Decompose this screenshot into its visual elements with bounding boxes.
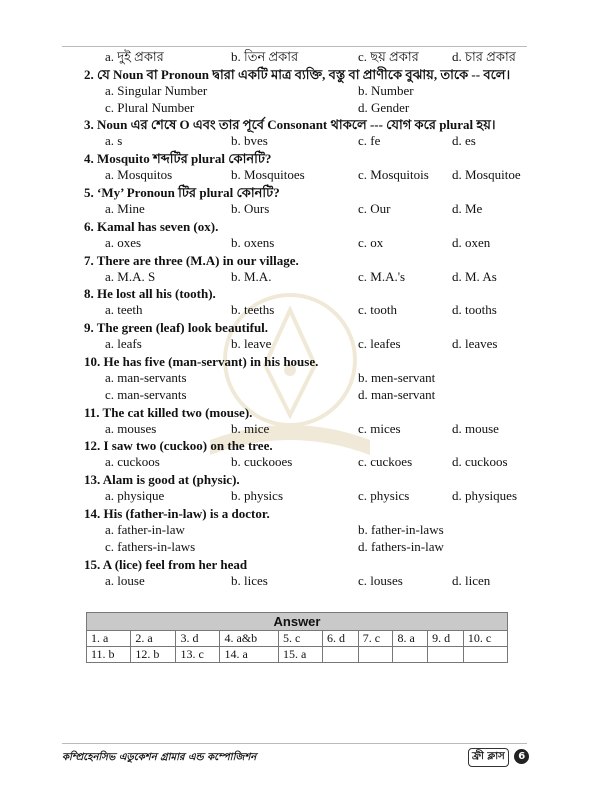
option-d: d. Mosquitoe xyxy=(452,167,521,183)
q13-options xyxy=(84,488,554,505)
q14-options-row2 xyxy=(84,539,554,556)
answer-cell xyxy=(463,647,507,663)
answer-cell: 6. d xyxy=(323,631,359,647)
answer-row-2 xyxy=(87,647,508,663)
option-b: b. physics xyxy=(231,488,283,504)
bottom-rule xyxy=(62,743,527,744)
option-c: c. Our xyxy=(358,200,391,216)
option-a: a. man-servants xyxy=(105,369,187,385)
answer-cell: 2. a xyxy=(131,631,176,647)
answer-cell: 4. a&b xyxy=(220,631,279,647)
answer-cell: 9. d xyxy=(428,631,464,647)
answer-table xyxy=(86,612,508,663)
q1-options xyxy=(84,49,554,66)
option-a: a. M.A. S xyxy=(105,268,156,284)
answer-cell: 5. c xyxy=(279,631,323,647)
option-b: b. lices xyxy=(231,572,268,588)
q11-options xyxy=(84,421,554,438)
option-a: a. Mosquitos xyxy=(105,167,173,183)
option-b: b. mice xyxy=(231,420,270,436)
question-15: 15. A (lice) feel from her head xyxy=(84,556,248,572)
question-11: 11. The cat killed two (mouse). xyxy=(84,404,253,420)
option-a: a. s xyxy=(105,133,123,149)
q6-options xyxy=(84,235,554,252)
option-b: b. Ours xyxy=(231,200,270,216)
option-a: a. father-in-law xyxy=(105,521,185,537)
question-14: 14. His (father-in-law) is a doctor. xyxy=(84,505,270,521)
option-b: b. bves xyxy=(231,133,268,149)
option-b: b. father-in-laws xyxy=(358,521,444,537)
answer-cell: 7. c xyxy=(358,631,393,647)
option-c: c. ছয় প্রকার xyxy=(358,49,419,64)
question-3: 3. Noun এর শেষে O এবং তার পূর্বে Consonant থাকলে --- যোগ করে plural হয়। xyxy=(84,117,496,133)
option-a: a. Singular Number xyxy=(105,82,208,98)
question-7: 7. There are three (M.A) in our village. xyxy=(84,252,299,268)
top-rule xyxy=(62,46,527,47)
option-c: c. louses xyxy=(358,572,403,588)
option-d: d. oxen xyxy=(452,234,491,250)
answer-cell: 11. b xyxy=(87,647,131,663)
option-d: d. চার প্রকার xyxy=(452,49,516,64)
answer-cell: 1. a xyxy=(87,631,131,647)
option-d: d. cuckoos xyxy=(452,454,508,470)
footer-class-tag: ফ্রী ক্লাস xyxy=(468,748,509,767)
answer-cell xyxy=(428,647,464,663)
question-8: 8. He lost all his (tooth). xyxy=(84,286,216,302)
answer-cell: 10. c xyxy=(463,631,507,647)
question-5: 5. ‘My’ Pronoun টির plural কোনটি? xyxy=(84,184,280,200)
q14-options-row1 xyxy=(84,522,554,539)
option-a: a. leafs xyxy=(105,336,142,352)
option-a: a. physique xyxy=(105,488,165,504)
footer-page-label xyxy=(468,748,529,767)
option-b: b. teeths xyxy=(231,302,275,318)
option-b: b. Mosquitoes xyxy=(231,167,305,183)
option-b: b. leave xyxy=(231,336,272,352)
option-c: c. physics xyxy=(358,488,410,504)
option-b: b. তিন প্রকার xyxy=(231,49,299,64)
option-c: c. man-servants xyxy=(105,386,187,402)
option-b: b. cuckooes xyxy=(231,454,293,470)
option-c: c. mices xyxy=(358,420,401,436)
option-c: c. tooth xyxy=(358,302,397,318)
option-d: d. es xyxy=(452,133,476,149)
q12-options xyxy=(84,454,554,471)
option-d: d. Me xyxy=(452,200,483,216)
q10-options-row1 xyxy=(84,370,554,387)
q5-options xyxy=(84,201,554,218)
option-d: d. licen xyxy=(452,572,491,588)
option-c: c. leafes xyxy=(358,336,401,352)
option-d: d. M. As xyxy=(452,268,497,284)
option-c: c. ox xyxy=(358,234,384,250)
answer-cell: 3. d xyxy=(176,631,220,647)
answer-heading: Answer xyxy=(87,613,508,631)
option-d: d. mouse xyxy=(452,420,499,436)
q2-options-row1 xyxy=(84,83,554,100)
option-a: a. mouses xyxy=(105,420,157,436)
q3-options xyxy=(84,133,554,150)
option-b: b. M.A. xyxy=(231,268,272,284)
q2-options-row2 xyxy=(84,100,554,117)
option-c: c. Plural Number xyxy=(105,99,195,115)
option-d: d. man-servant xyxy=(358,386,436,402)
option-c: c. fe xyxy=(358,133,381,149)
answer-cell xyxy=(358,647,393,663)
q9-options xyxy=(84,336,554,353)
q8-options xyxy=(84,302,554,319)
option-a: a. louse xyxy=(105,572,145,588)
option-b: b. men-servant xyxy=(358,369,436,385)
question-2: 2. যে Noun বা Pronoun দ্বারা একটি মাত্র ব্যক্তি, বস্তু বা প্রাণীকে বুঝায়, তাকে -- বলে। xyxy=(84,66,511,82)
question-4: 4. Mosquito শব্দটির plural কোনটি? xyxy=(84,151,272,167)
option-a: a. Mine xyxy=(105,200,145,216)
answer-cell: 14. a xyxy=(220,647,279,663)
page-number: 6 xyxy=(514,749,529,764)
option-c: c. cuckoes xyxy=(358,454,413,470)
question-13: 13. Alam is good at (physic). xyxy=(84,472,240,488)
q4-options xyxy=(84,167,554,184)
option-c: c. M.A.'s xyxy=(358,268,406,284)
question-6: 6. Kamal has seven (ox). xyxy=(84,218,219,234)
answer-cell xyxy=(323,647,359,663)
option-d: d. physiques xyxy=(452,488,517,504)
answer-row-1 xyxy=(87,631,508,647)
option-a: a. teeth xyxy=(105,302,143,318)
q7-options xyxy=(84,269,554,286)
option-b: b. Number xyxy=(358,82,414,98)
option-a: a. দুই প্রকার xyxy=(105,49,164,64)
option-c: c. fathers-in-laws xyxy=(105,538,196,554)
option-a: a. oxes xyxy=(105,234,142,250)
question-9: 9. The green (leaf) look beautiful. xyxy=(84,320,269,336)
answer-cell: 12. b xyxy=(131,647,176,663)
q10-options-row2 xyxy=(84,387,554,404)
answer-cell xyxy=(393,647,428,663)
question-list xyxy=(84,49,554,589)
option-b: b. oxens xyxy=(231,234,275,250)
option-d: d. fathers-in-law xyxy=(358,538,444,554)
answer-cell: 8. a xyxy=(393,631,428,647)
q15-options xyxy=(84,573,554,590)
question-12: 12. I saw two (cuckoo) on the tree. xyxy=(84,438,273,454)
option-d: d. Gender xyxy=(358,99,410,115)
answer-cell: 15. a xyxy=(279,647,323,663)
option-c: c. Mosquitois xyxy=(358,167,429,183)
question-10: 10. He has five (man-servant) in his house. xyxy=(84,353,319,369)
answer-cell: 13. c xyxy=(176,647,220,663)
footer-book-title: কম্প্রিহেনসিভ এডুকেশন গ্রামার এন্ড কম্পোজিশন xyxy=(62,752,257,763)
option-a: a. cuckoos xyxy=(105,454,160,470)
option-d: d. tooths xyxy=(452,302,497,318)
option-d: d. leaves xyxy=(452,336,498,352)
